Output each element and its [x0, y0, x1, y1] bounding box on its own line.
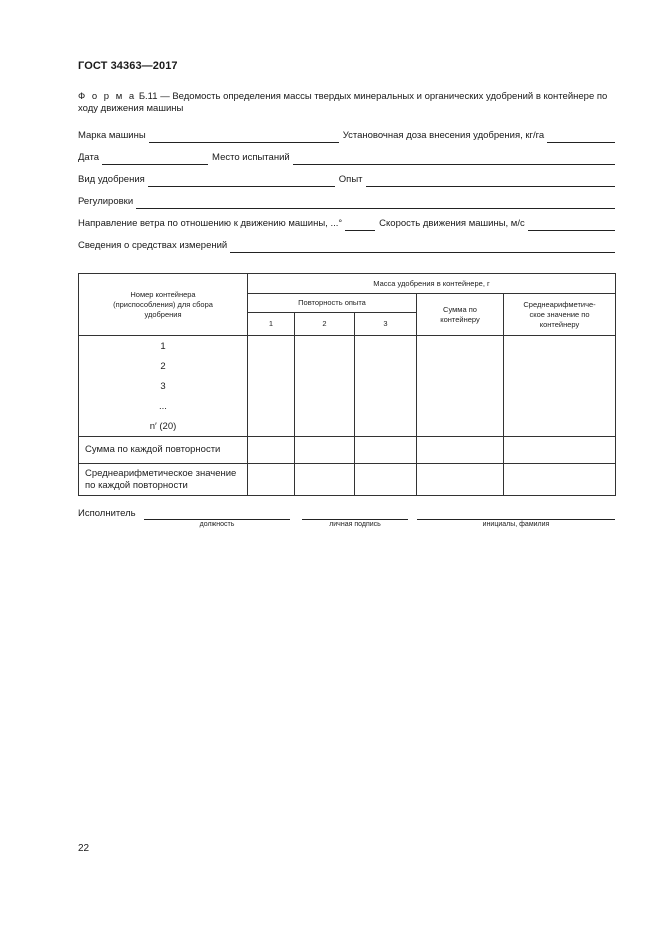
data-cell[interactable] — [504, 464, 616, 496]
repeat-number-2: 2 — [295, 313, 355, 336]
sum-row-label: Сумма по каждой повторности — [79, 437, 248, 464]
form-number: Б.11 — [138, 91, 158, 102]
repeat-number-3: 3 — [355, 313, 417, 336]
measurement-info-field[interactable] — [230, 241, 615, 253]
page-number: 22 — [78, 843, 90, 854]
repeat-number-1: 1 — [248, 313, 295, 336]
signature-block — [78, 508, 615, 532]
experiment-label: Опыт — [338, 174, 363, 185]
data-cell[interactable] — [355, 464, 417, 496]
signature-field[interactable] — [302, 519, 408, 520]
data-cell[interactable] — [355, 336, 417, 437]
field-row-fertilizer — [78, 173, 615, 187]
test-place-field[interactable] — [293, 153, 615, 165]
position-caption: должность — [199, 521, 235, 528]
field-row-measurement — [78, 239, 615, 253]
standard-header: ГОСТ 34363—2017 — [78, 60, 178, 72]
container-number: n′ (20) — [149, 421, 177, 432]
machine-brand-label: Марка машины — [78, 130, 146, 141]
container-number: 3 — [160, 381, 166, 392]
fertilizer-type-field[interactable] — [148, 175, 335, 187]
date-label: Дата — [78, 152, 100, 163]
date-field[interactable] — [102, 153, 208, 165]
data-cell[interactable] — [504, 336, 616, 437]
signature-caption: личная подпись — [329, 521, 381, 528]
data-cell[interactable] — [248, 464, 295, 496]
container-number: 2 — [160, 361, 166, 372]
form-prefix: Ф о р м а — [78, 91, 137, 102]
form-title-text: — Ведомость определения массы твердых минеральных и органических удобрений в контейнере по ходу движения машины — [78, 91, 608, 114]
field-row-machine — [78, 129, 615, 143]
wind-direction-label: Направление ветра по отношению к движению машины, ...° — [78, 218, 343, 229]
avg-row — [79, 464, 616, 496]
data-cell[interactable] — [417, 437, 504, 464]
data-cell[interactable] — [504, 437, 616, 464]
fertilizer-type-label: Вид удобрения — [78, 174, 145, 185]
data-cell[interactable] — [417, 336, 504, 437]
initials-caption: инициалы, фамилия — [482, 521, 550, 528]
data-cell[interactable] — [295, 437, 355, 464]
executor-label: Исполнитель — [78, 508, 136, 519]
machine-brand-field[interactable] — [149, 131, 339, 143]
machine-speed-field[interactable] — [528, 219, 615, 231]
avg-row-label: Среднеарифметическое значение по каждой повторности — [79, 464, 248, 496]
sum-row — [79, 437, 616, 464]
wind-direction-field[interactable] — [345, 219, 375, 231]
experiment-field[interactable] — [366, 175, 615, 187]
initials-field[interactable] — [417, 519, 615, 520]
container-number-list — [79, 336, 248, 437]
container-number-header: Номер контейнера (приспособления) для сбора удобрения — [79, 274, 248, 336]
avg-per-container-header: Среднеарифметиче-ское значение по контейнеру — [504, 294, 616, 336]
container-number: 1 — [160, 341, 166, 352]
adjustments-field[interactable] — [136, 197, 615, 209]
repeat-header: Повторность опыта — [248, 294, 417, 313]
adjustments-label: Регулировки — [78, 196, 134, 207]
container-number: ... — [159, 401, 167, 412]
data-cell[interactable] — [295, 336, 355, 437]
sum-per-container-header: Сумма по контейнеру — [417, 294, 504, 336]
mass-table — [78, 273, 616, 496]
machine-speed-label: Скорость движения машины, м/с — [379, 218, 525, 229]
data-cell[interactable] — [417, 464, 504, 496]
container-rows — [79, 336, 616, 437]
data-cell[interactable] — [355, 437, 417, 464]
measurement-info-label: Сведения о средствах измерений — [78, 240, 228, 251]
data-cell[interactable] — [248, 336, 295, 437]
install-dose-field[interactable] — [547, 131, 615, 143]
position-field[interactable] — [144, 519, 290, 520]
install-dose-label: Установочная доза внесения удобрения, кг/га — [342, 130, 545, 141]
field-row-adjustments — [78, 195, 615, 209]
form-title — [78, 91, 618, 115]
field-row-wind — [78, 217, 615, 231]
field-row-date — [78, 151, 615, 165]
test-place-label: Место испытаний — [212, 152, 290, 163]
data-cell[interactable] — [248, 437, 295, 464]
data-cell[interactable] — [295, 464, 355, 496]
mass-header: Масса удобрения в контейнере, г — [248, 274, 616, 294]
